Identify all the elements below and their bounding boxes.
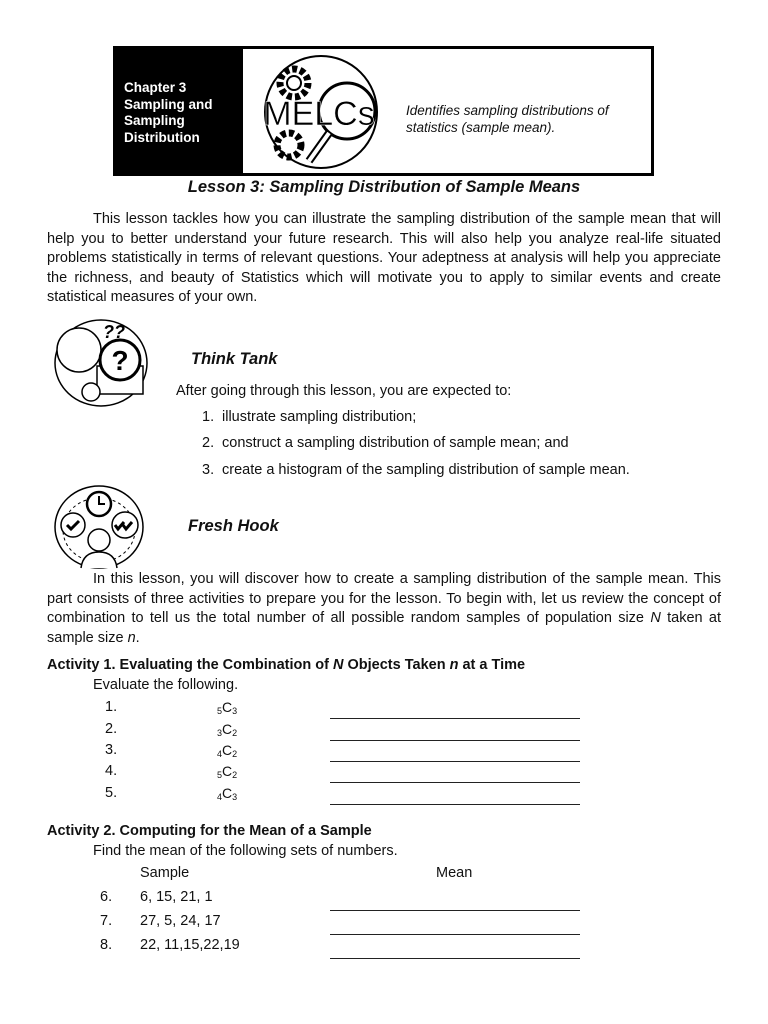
think-tank-title: Think Tank (191, 350, 278, 368)
fresh-hook-icon (53, 484, 145, 570)
item-number: 5. (105, 785, 118, 801)
variable-n: n (127, 629, 136, 646)
sample-values: 27, 5, 24, 17 (140, 913, 221, 929)
paragraph-text: taken at sample size (47, 610, 722, 646)
activity2-instruction: Find the mean of the following sets of numbers. (93, 843, 398, 859)
answer-blank[interactable] (330, 761, 580, 762)
item-number: 4. (105, 763, 118, 779)
item-number: 8. (100, 937, 113, 953)
melcs-logo-icon (259, 53, 384, 171)
objective-text: construct a sampling distribution of sample mean; and (222, 435, 569, 451)
chapter-line: Distribution (124, 129, 200, 145)
combination-expression: 4C2 (217, 742, 238, 759)
think-tank-icon (53, 318, 149, 408)
item-number: 1. (105, 699, 118, 715)
item-number: 3. (105, 742, 118, 758)
objective-text: illustrate sampling distribution; (222, 409, 417, 425)
melc-description (406, 103, 646, 136)
variable-N: N (650, 610, 661, 627)
combination-expression: 5C2 (217, 763, 238, 780)
sample-column-header: Sample (140, 865, 190, 881)
answer-blank[interactable] (330, 718, 580, 719)
chapter-line: Chapter 3 (124, 80, 187, 95)
chapter-line: Sampling (124, 113, 185, 128)
think-tank-lead: After going through this lesson, you are expected to: (176, 383, 512, 399)
paragraph-text: . (135, 629, 140, 646)
melc-line: statistics (sample mean). (406, 119, 556, 135)
paragraph-text: In this lesson, you will discover how to create a sampling distribution of the sample mean. This part consists of three activities to prepare you for the lesson. To begin with, let us review the concept of combination to tell us the total number of all possible random samples of population size (47, 571, 721, 627)
svg-text:?: ? (111, 345, 129, 376)
item-number: 2. (105, 721, 118, 737)
activity2-title: Activity 2. Computing for the Mean of a Sample (47, 823, 372, 839)
activity1-title: Activity 1. Evaluating the Combination of N Objects Taken n at a Time (47, 657, 526, 673)
lesson-title: Lesson 3: Sampling Distribution of Sample Means (187, 178, 581, 196)
mean-column-header: Mean (436, 865, 473, 881)
item-number: 7. (100, 913, 113, 929)
answer-blank[interactable] (330, 740, 580, 741)
answer-blank[interactable] (330, 804, 580, 805)
melcs-logo-text: MELCs (263, 95, 375, 133)
sample-values: 22, 11,15,22,19 (140, 937, 240, 953)
chapter-label (116, 49, 243, 173)
combination-expression: 5C3 (217, 699, 238, 716)
sample-values: 6, 15, 21, 1 (140, 889, 213, 905)
mean-answer-blank[interactable] (330, 910, 580, 911)
objective-number: 3. (202, 462, 215, 478)
activity1-instruction: Evaluate the following. (93, 677, 239, 693)
combination-expression: 3C2 (217, 721, 238, 738)
item-number: 6. (100, 889, 113, 905)
chapter-header-box (113, 46, 654, 176)
fresh-hook-paragraph (47, 570, 721, 648)
fresh-hook-title: Fresh Hook (188, 517, 279, 535)
answer-blank[interactable] (330, 782, 580, 783)
intro-paragraph: This lesson tackles how you can illustrate the sampling distribution of the sample mean that will help you to better understand your future research. This will also help you analyze real-life situated problems statistically in terms of relevant questions. Your adeptness at analysis will help you appreciate the richness, and beauty of Statistics which will motivate you to apply to similar events and create statistical measures of your own. (47, 211, 721, 306)
svg-text:??: ?? (103, 322, 125, 342)
combination-expression: 4C3 (217, 785, 238, 802)
objective-text: create a histogram of the sampling distribution of sample mean. (222, 462, 630, 478)
objective-number: 2. (202, 435, 215, 451)
melc-line: Identifies sampling distributions of (406, 103, 609, 118)
mean-answer-blank[interactable] (330, 934, 580, 935)
mean-answer-blank[interactable] (330, 958, 580, 959)
objective-number: 1. (202, 409, 215, 425)
chapter-line: Sampling and (124, 96, 213, 112)
